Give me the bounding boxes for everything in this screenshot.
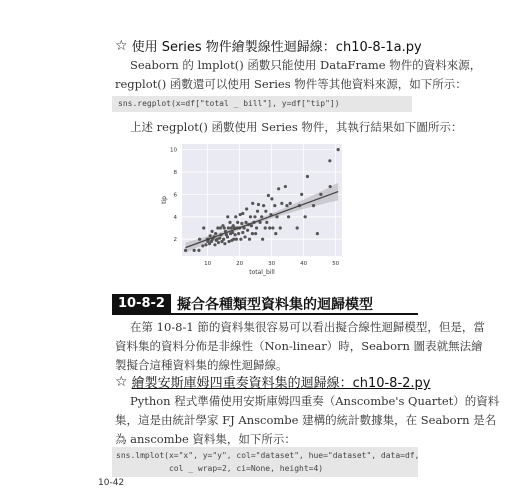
data-point [227,240,230,243]
data-point [236,221,239,224]
data-point [265,221,268,224]
data-point [329,185,332,188]
data-point [264,210,267,213]
section-rule [112,313,418,315]
y-axis-label: tip [161,196,168,204]
data-point [245,207,248,210]
data-point [260,215,263,218]
paragraph: Python 程式準備使用安斯庫姆四重奏（Anscombe's Quartet）的資料 [130,394,500,408]
data-point [234,215,237,218]
data-point [248,238,251,241]
data-point [210,230,213,233]
section-number: 10-8-2 [112,294,171,314]
data-point [217,241,220,244]
data-point [241,231,244,234]
data-point [227,226,230,229]
data-point [257,203,260,206]
data-point [267,194,270,197]
data-point [241,212,244,215]
x-tick-labels [204,261,339,267]
paragraph: 為 anscombe 資料集，如下所示： [115,432,296,446]
paragraph: 集，這是由統計學家 FJ Anscombe 建構的統計數據集，在 Seaborn 是名 [115,413,497,427]
data-point [306,175,309,178]
heading-text: 繪製安斯庫姆四重奏資料集的迴歸線：ch10-8-2.py [131,376,431,391]
data-point [197,249,200,252]
data-point [319,193,322,196]
data-point [213,243,216,246]
data-point [235,238,238,241]
data-point [287,215,290,218]
paragraph: 在第 10-8-1 節的資料集很容易可以看出擬合線性迴歸模型，但是，當 [130,320,485,334]
data-point [249,215,252,218]
data-point [223,226,226,229]
data-point [226,215,229,218]
page-number: 10-42 [98,478,125,488]
data-point [275,215,278,218]
paragraph: regplot() 函數還可以使用 Series 物件等其他資料來源，如下所示： [115,77,467,91]
data-point [193,249,196,252]
data-point [268,226,271,229]
x-tick-label: 30 [268,261,276,267]
data-point [255,226,258,229]
x-tick-label: 10 [204,261,212,267]
data-point [251,202,254,205]
data-point [250,224,253,227]
data-point [261,238,264,241]
data-point [223,242,226,245]
y-tick-label: 2 [173,237,177,244]
y-tick-label: 4 [173,214,177,221]
regression-scatter-chart [160,138,348,280]
paragraph: 製擬合這種資料集的線性迴歸線。 [115,358,288,372]
data-point [201,244,204,247]
data-point [262,204,265,207]
paragraph: 資料集的資料分佈是非線性（Non-linear）時，Seaborn 圖表就無法繪 [115,339,483,353]
data-point [273,204,276,207]
data-point [256,210,259,213]
x-tick-label: 40 [300,261,308,267]
data-point [337,148,340,151]
data-point [240,222,243,225]
data-point [284,185,287,188]
y-tick-label: 10 [170,147,177,154]
data-point [198,238,201,241]
data-point [280,202,283,205]
data-point [244,221,247,224]
data-point [304,215,307,218]
data-point [218,236,221,239]
data-point [209,234,212,237]
y-tick-labels [170,148,178,244]
code-line: sns.lmplot(x="x", y="y", col="dataset", hue="dataset", data=df, [116,451,420,460]
x-tick-label: 20 [236,261,244,267]
data-point [237,232,240,235]
data-point [204,243,207,246]
code-line: col _ wrap=2, ci=None, height=4) [116,464,324,473]
data-point [277,187,280,190]
y-tick-label: 8 [173,170,177,176]
data-point [239,238,242,241]
data-point [222,238,225,241]
data-point [253,215,256,218]
heading-text: 使用 Series 物件繪製線性迴歸線：ch10-8-1a.py [131,40,422,55]
data-point [243,235,246,238]
data-point [271,226,274,229]
x-tick-label: 50 [332,261,340,267]
code-block [112,447,418,477]
data-point [285,204,288,207]
data-point [254,232,257,235]
paragraph: Seaborn 的 lmplot() 函數只能使用 DataFrame 物件的資料來源， [130,58,482,72]
data-point [246,229,249,232]
data-point [219,226,222,229]
data-point [226,235,229,238]
data-point [289,202,292,205]
data-point [270,197,273,200]
section-header [112,294,418,314]
data-point [184,249,187,252]
paragraph: 上述 regplot() 函數使用 Series 物件，其執行結果如下圖所示： [130,120,463,134]
data-point [228,221,231,224]
data-point [316,232,319,235]
data-point [202,226,205,229]
data-point [214,232,217,235]
y-tick-label: 6 [173,192,177,199]
section-heading-anscombe [115,372,431,391]
star-icon: ☆ [115,373,128,390]
x-axis-label: total_bill [249,269,275,276]
section-title: 擬合各種類型資料集的迴歸模型 [176,297,373,313]
data-point [251,232,254,235]
data-point [234,233,237,236]
data-point [274,232,277,235]
code-block: sns.regplot(x=df["total _ bill"], y=df["tip"]) [112,96,412,112]
data-point [279,226,282,229]
data-point [312,204,315,207]
data-point [300,193,303,196]
data-point [296,226,299,229]
star-icon: ☆ [115,37,128,54]
data-point [264,226,267,229]
section-heading-series [115,36,422,55]
data-point [328,159,331,162]
